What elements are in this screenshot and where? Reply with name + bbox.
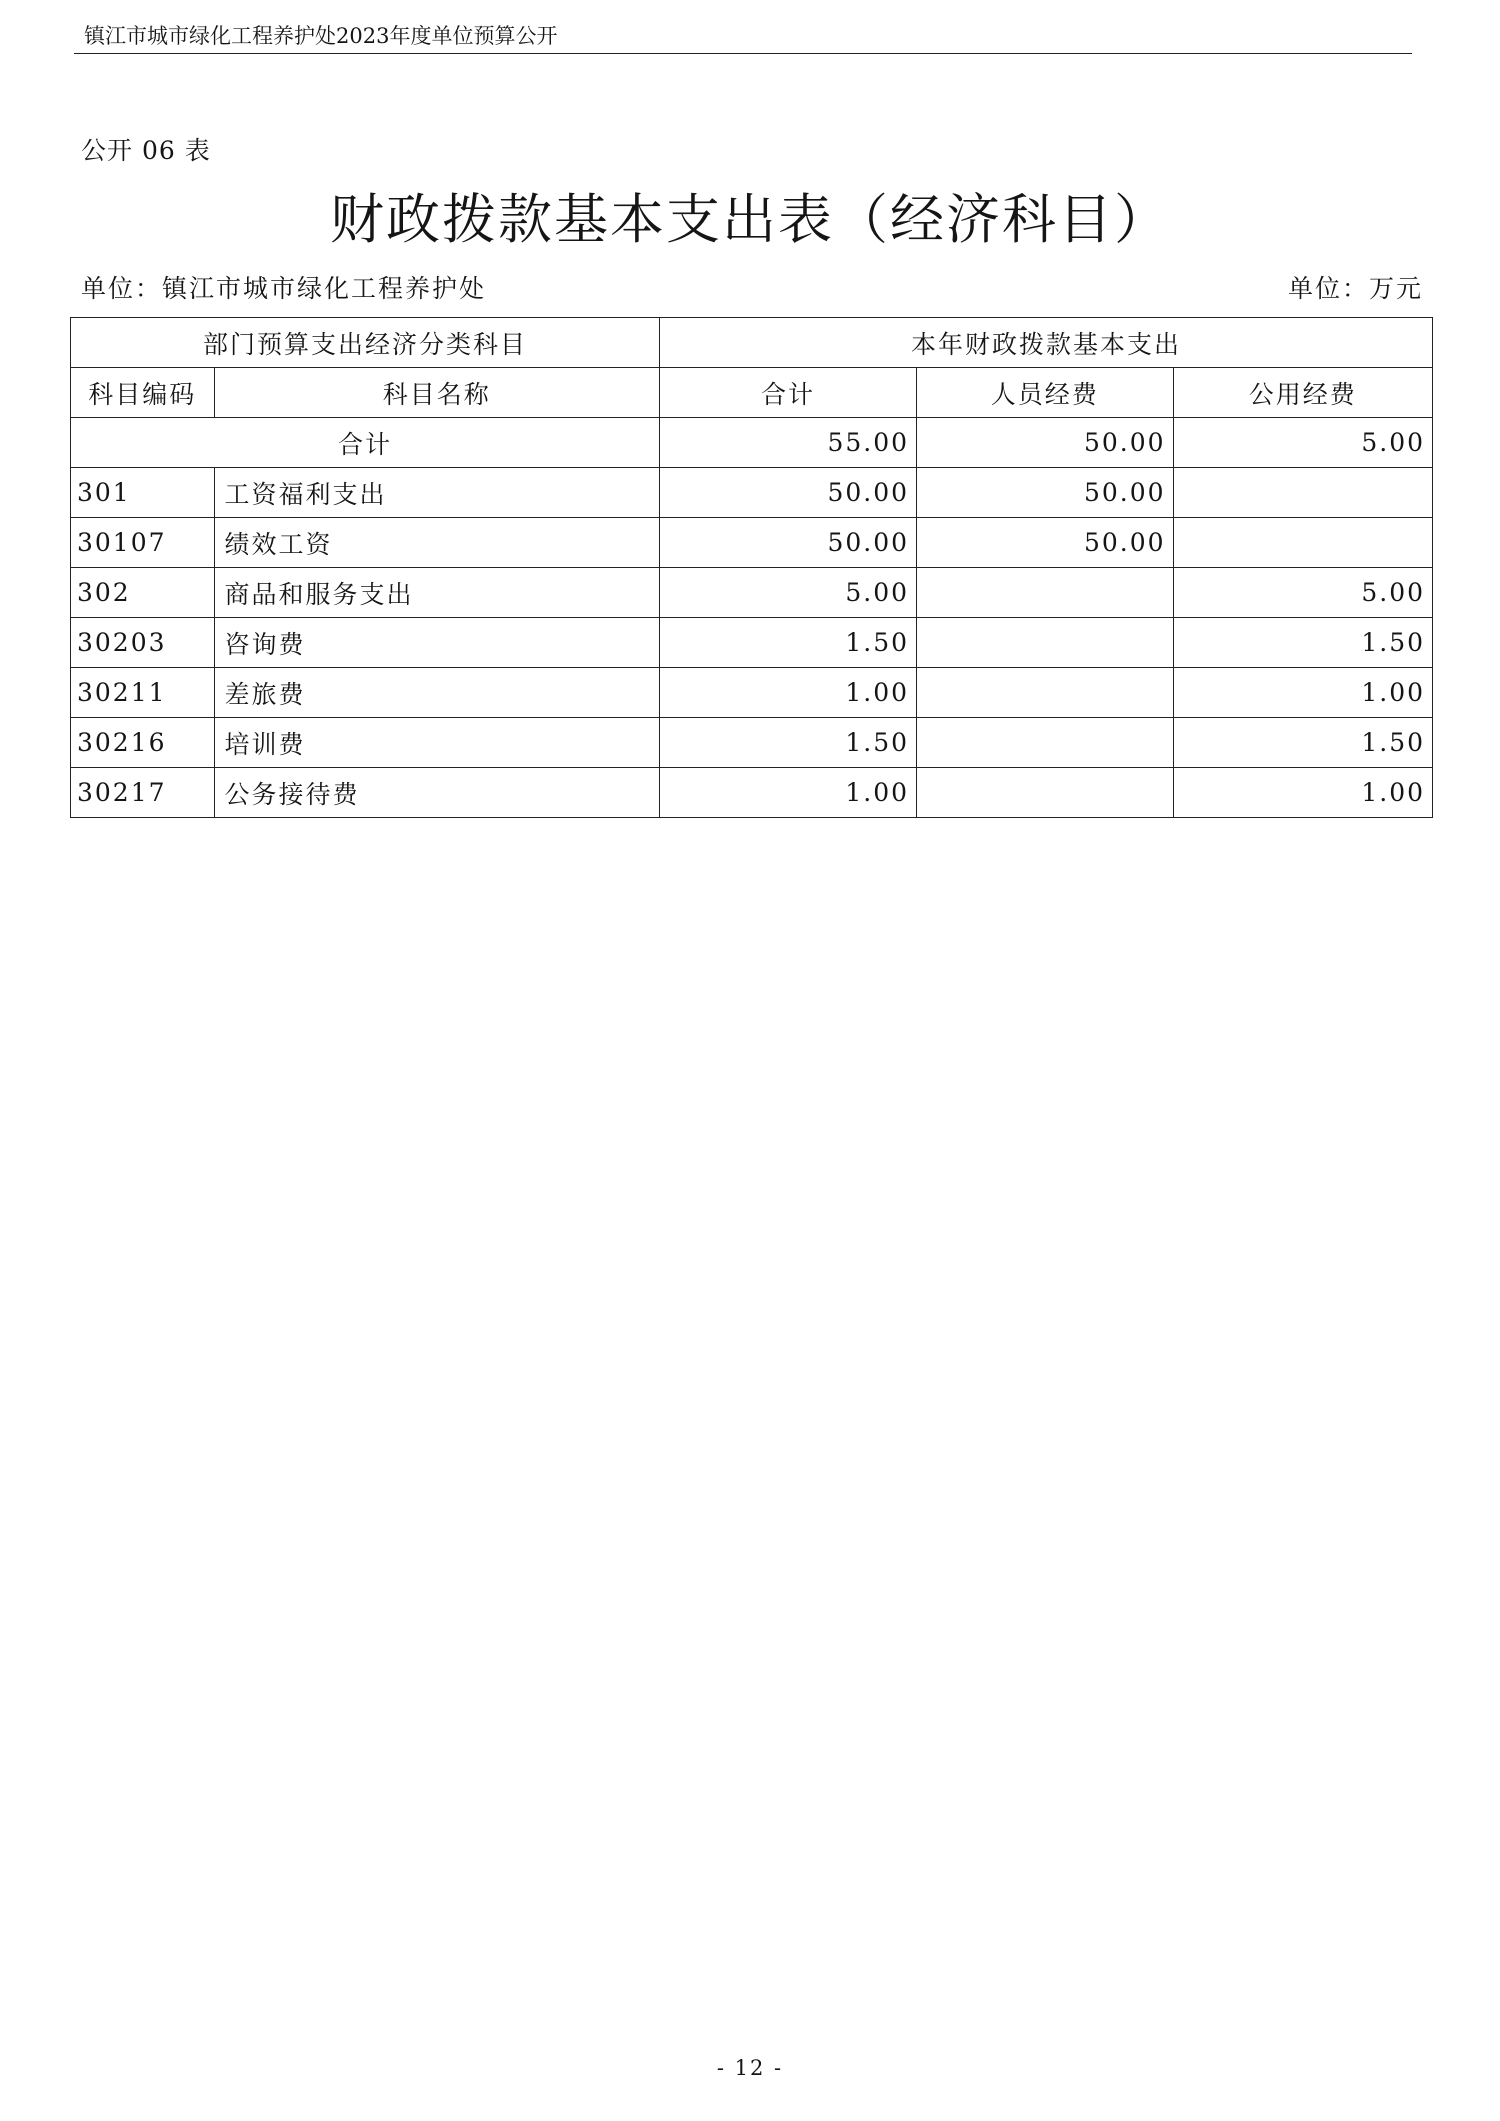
running-header: 镇江市城市绿化工程养护处2023年度单位预算公开 (84, 24, 558, 48)
cell-name: 绩效工资 (214, 518, 660, 568)
unit-organization: 单位：镇江市城市绿化工程养护处 (81, 274, 487, 303)
table-row (71, 518, 1433, 568)
budget-table (70, 317, 1433, 818)
header-divider (74, 53, 1412, 54)
cell-total: 1.50 (660, 618, 917, 668)
total-label: 合计 (71, 418, 660, 468)
column-header-code: 科目编码 (71, 368, 215, 418)
cell-public (1173, 468, 1433, 518)
page-number: - 12 - (716, 2056, 784, 2080)
cell-public: 5.00 (1173, 568, 1433, 618)
cell-public: 1.50 (1173, 718, 1433, 768)
cell-name: 商品和服务支出 (214, 568, 660, 618)
cell-code: 301 (71, 468, 215, 518)
cell-total: 1.00 (660, 668, 917, 718)
unit-currency: 单位：万元 (1287, 274, 1423, 303)
cell-code: 30107 (71, 518, 215, 568)
column-header-name: 科目名称 (214, 368, 660, 418)
cell-personnel (917, 568, 1174, 618)
cell-total: 50.00 (660, 518, 917, 568)
total-public: 5.00 (1173, 418, 1433, 468)
cell-code: 30203 (71, 618, 215, 668)
cell-personnel (917, 668, 1174, 718)
cell-code: 302 (71, 568, 215, 618)
cell-personnel: 50.00 (917, 518, 1174, 568)
cell-personnel (917, 768, 1174, 818)
cell-code: 30217 (71, 768, 215, 818)
table-row (71, 768, 1433, 818)
cell-public: 1.00 (1173, 668, 1433, 718)
cell-name: 差旅费 (214, 668, 660, 718)
budget-table-body (71, 418, 1433, 818)
cell-code: 30211 (71, 668, 215, 718)
cell-code: 30216 (71, 718, 215, 768)
cell-personnel (917, 618, 1174, 668)
cell-public (1173, 518, 1433, 568)
form-number: 公开 06 表 (81, 136, 211, 165)
cell-public: 1.50 (1173, 618, 1433, 668)
cell-name: 培训费 (214, 718, 660, 768)
group-header-basic-expenditure: 本年财政拨款基本支出 (660, 318, 1433, 368)
total-personnel: 50.00 (917, 418, 1174, 468)
cell-public: 1.00 (1173, 768, 1433, 818)
table-row (71, 668, 1433, 718)
table-row (71, 568, 1433, 618)
total-row (71, 418, 1433, 468)
cell-total: 1.00 (660, 768, 917, 818)
cell-name: 咨询费 (214, 618, 660, 668)
page-title: 财政拨款基本支出表（经济科目） (330, 188, 1170, 251)
cell-name: 公务接待费 (214, 768, 660, 818)
table-row (71, 468, 1433, 518)
column-header-public: 公用经费 (1173, 368, 1433, 418)
cell-personnel (917, 718, 1174, 768)
cell-personnel: 50.00 (917, 468, 1174, 518)
group-header-row (71, 318, 1433, 368)
total-amount: 55.00 (660, 418, 917, 468)
cell-name: 工资福利支出 (214, 468, 660, 518)
cell-total: 1.50 (660, 718, 917, 768)
column-header-row (71, 368, 1433, 418)
group-header-classification: 部门预算支出经济分类科目 (71, 318, 660, 368)
cell-total: 50.00 (660, 468, 917, 518)
column-header-personnel: 人员经费 (917, 368, 1174, 418)
table-row (71, 718, 1433, 768)
cell-total: 5.00 (660, 568, 917, 618)
table-row (71, 618, 1433, 668)
column-header-total: 合计 (660, 368, 917, 418)
